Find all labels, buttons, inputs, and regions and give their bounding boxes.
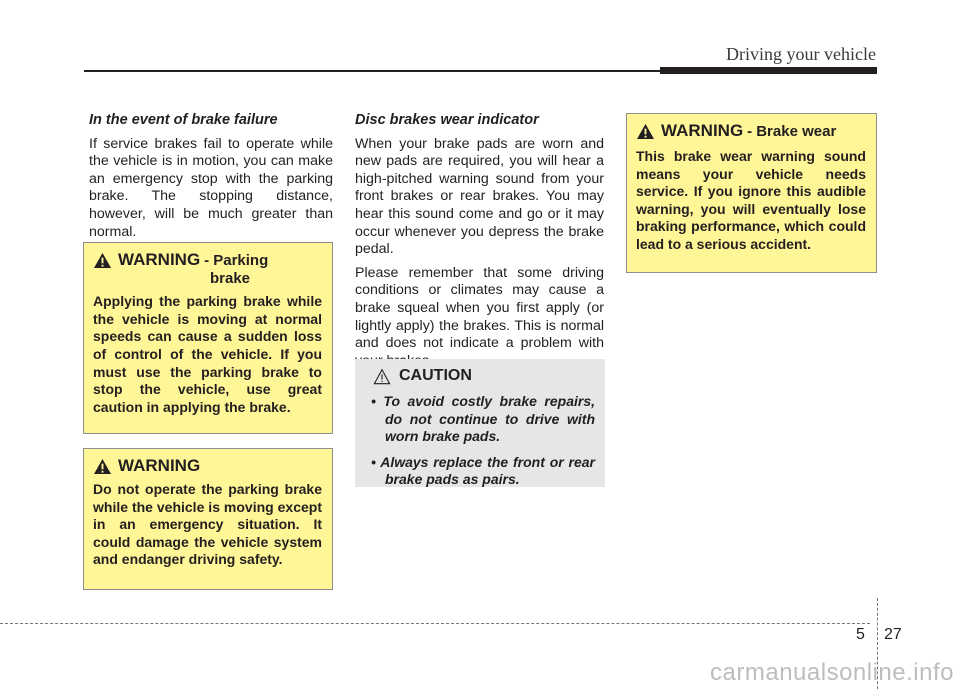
warning-triangle-icon [636, 123, 655, 140]
brake-failure-paragraph: If service brakes fail to operate while the vehicle is in motion, you can make an emergency stop with the parking brake. The stopping distance, however, will be much greater than normal. [89, 135, 333, 240]
caution-item: • Always replace the front or rear brake pads as pairs. [371, 453, 595, 488]
warning-subtitle: - Parking [204, 252, 269, 269]
middle-column [355, 112, 604, 376]
disc-brakes-paragraph-2: Please remember that some driving conditions or climates may cause a brake squeal when you first apply (or lightly apply) the brakes. This is normal and does not indicate a problem with [355, 264, 604, 352]
page-number: 27 [884, 626, 902, 643]
warning-triangle-icon [93, 252, 112, 269]
warning-triangle-icon [93, 458, 112, 475]
warning-title [636, 122, 866, 142]
header-rule [84, 70, 660, 72]
section-number: 5 [856, 626, 865, 643]
warning-box-brake-wear [626, 113, 877, 273]
caution-label: CAUTION [399, 367, 472, 384]
watermark: carmanualsonline.info [710, 659, 954, 686]
warning-body: Do not operate the parking brake while the vehicle is moving except in an emergency situation. It could damage the vehicle system and endanger driving safety. [93, 481, 322, 568]
header-rule-bold [660, 67, 877, 74]
left-column [89, 112, 333, 247]
disc-brakes-heading: Disc brakes wear indicator [355, 112, 539, 128]
caution-item: • To avoid costly brake repairs, do not continue to drive with worn brake pads. [371, 393, 595, 445]
warning-box-parking-operation [83, 448, 333, 590]
warning-subtitle-line2: brake [210, 269, 251, 287]
caution-box [355, 359, 605, 487]
warning-subtitle: - Brake wear [747, 123, 837, 140]
disc-brakes-paragraph-1: When your brake pads are worn and new pads are required, you will hear a high-pitched warning sound from your front brakes or rear brakes. You may hear this sound come and go or it may occur whenever you depress the brake pedal. [355, 135, 604, 258]
caution-triangle-icon [373, 368, 391, 385]
warning-body: Applying the parking brake while the vehicle is moving at normal speeds can cause a sudden loss of control of the vehicle. If you must use the parking brake to stop the vehicle, use great caution in applying the brake. [93, 293, 322, 415]
brake-failure-heading: In the event of brake failure [89, 112, 278, 128]
warning-body: This brake wear warning sound means your vehicle needs service. If you ignore this audible warning, you will eventually lose braking performance, which could lead to a serious accident. [636, 148, 866, 252]
warning-label: WARNING [118, 250, 201, 269]
warning-box-parking-brake [83, 242, 333, 434]
warning-label: WARNING [118, 456, 201, 475]
warning-label: WARNING [661, 121, 744, 140]
caution-list [365, 393, 595, 489]
warning-title [93, 457, 322, 475]
section-title: Driving your vehicle [726, 44, 876, 64]
footer-dashed-rule [0, 623, 870, 624]
warning-title [93, 251, 322, 287]
caution-title [365, 367, 595, 385]
